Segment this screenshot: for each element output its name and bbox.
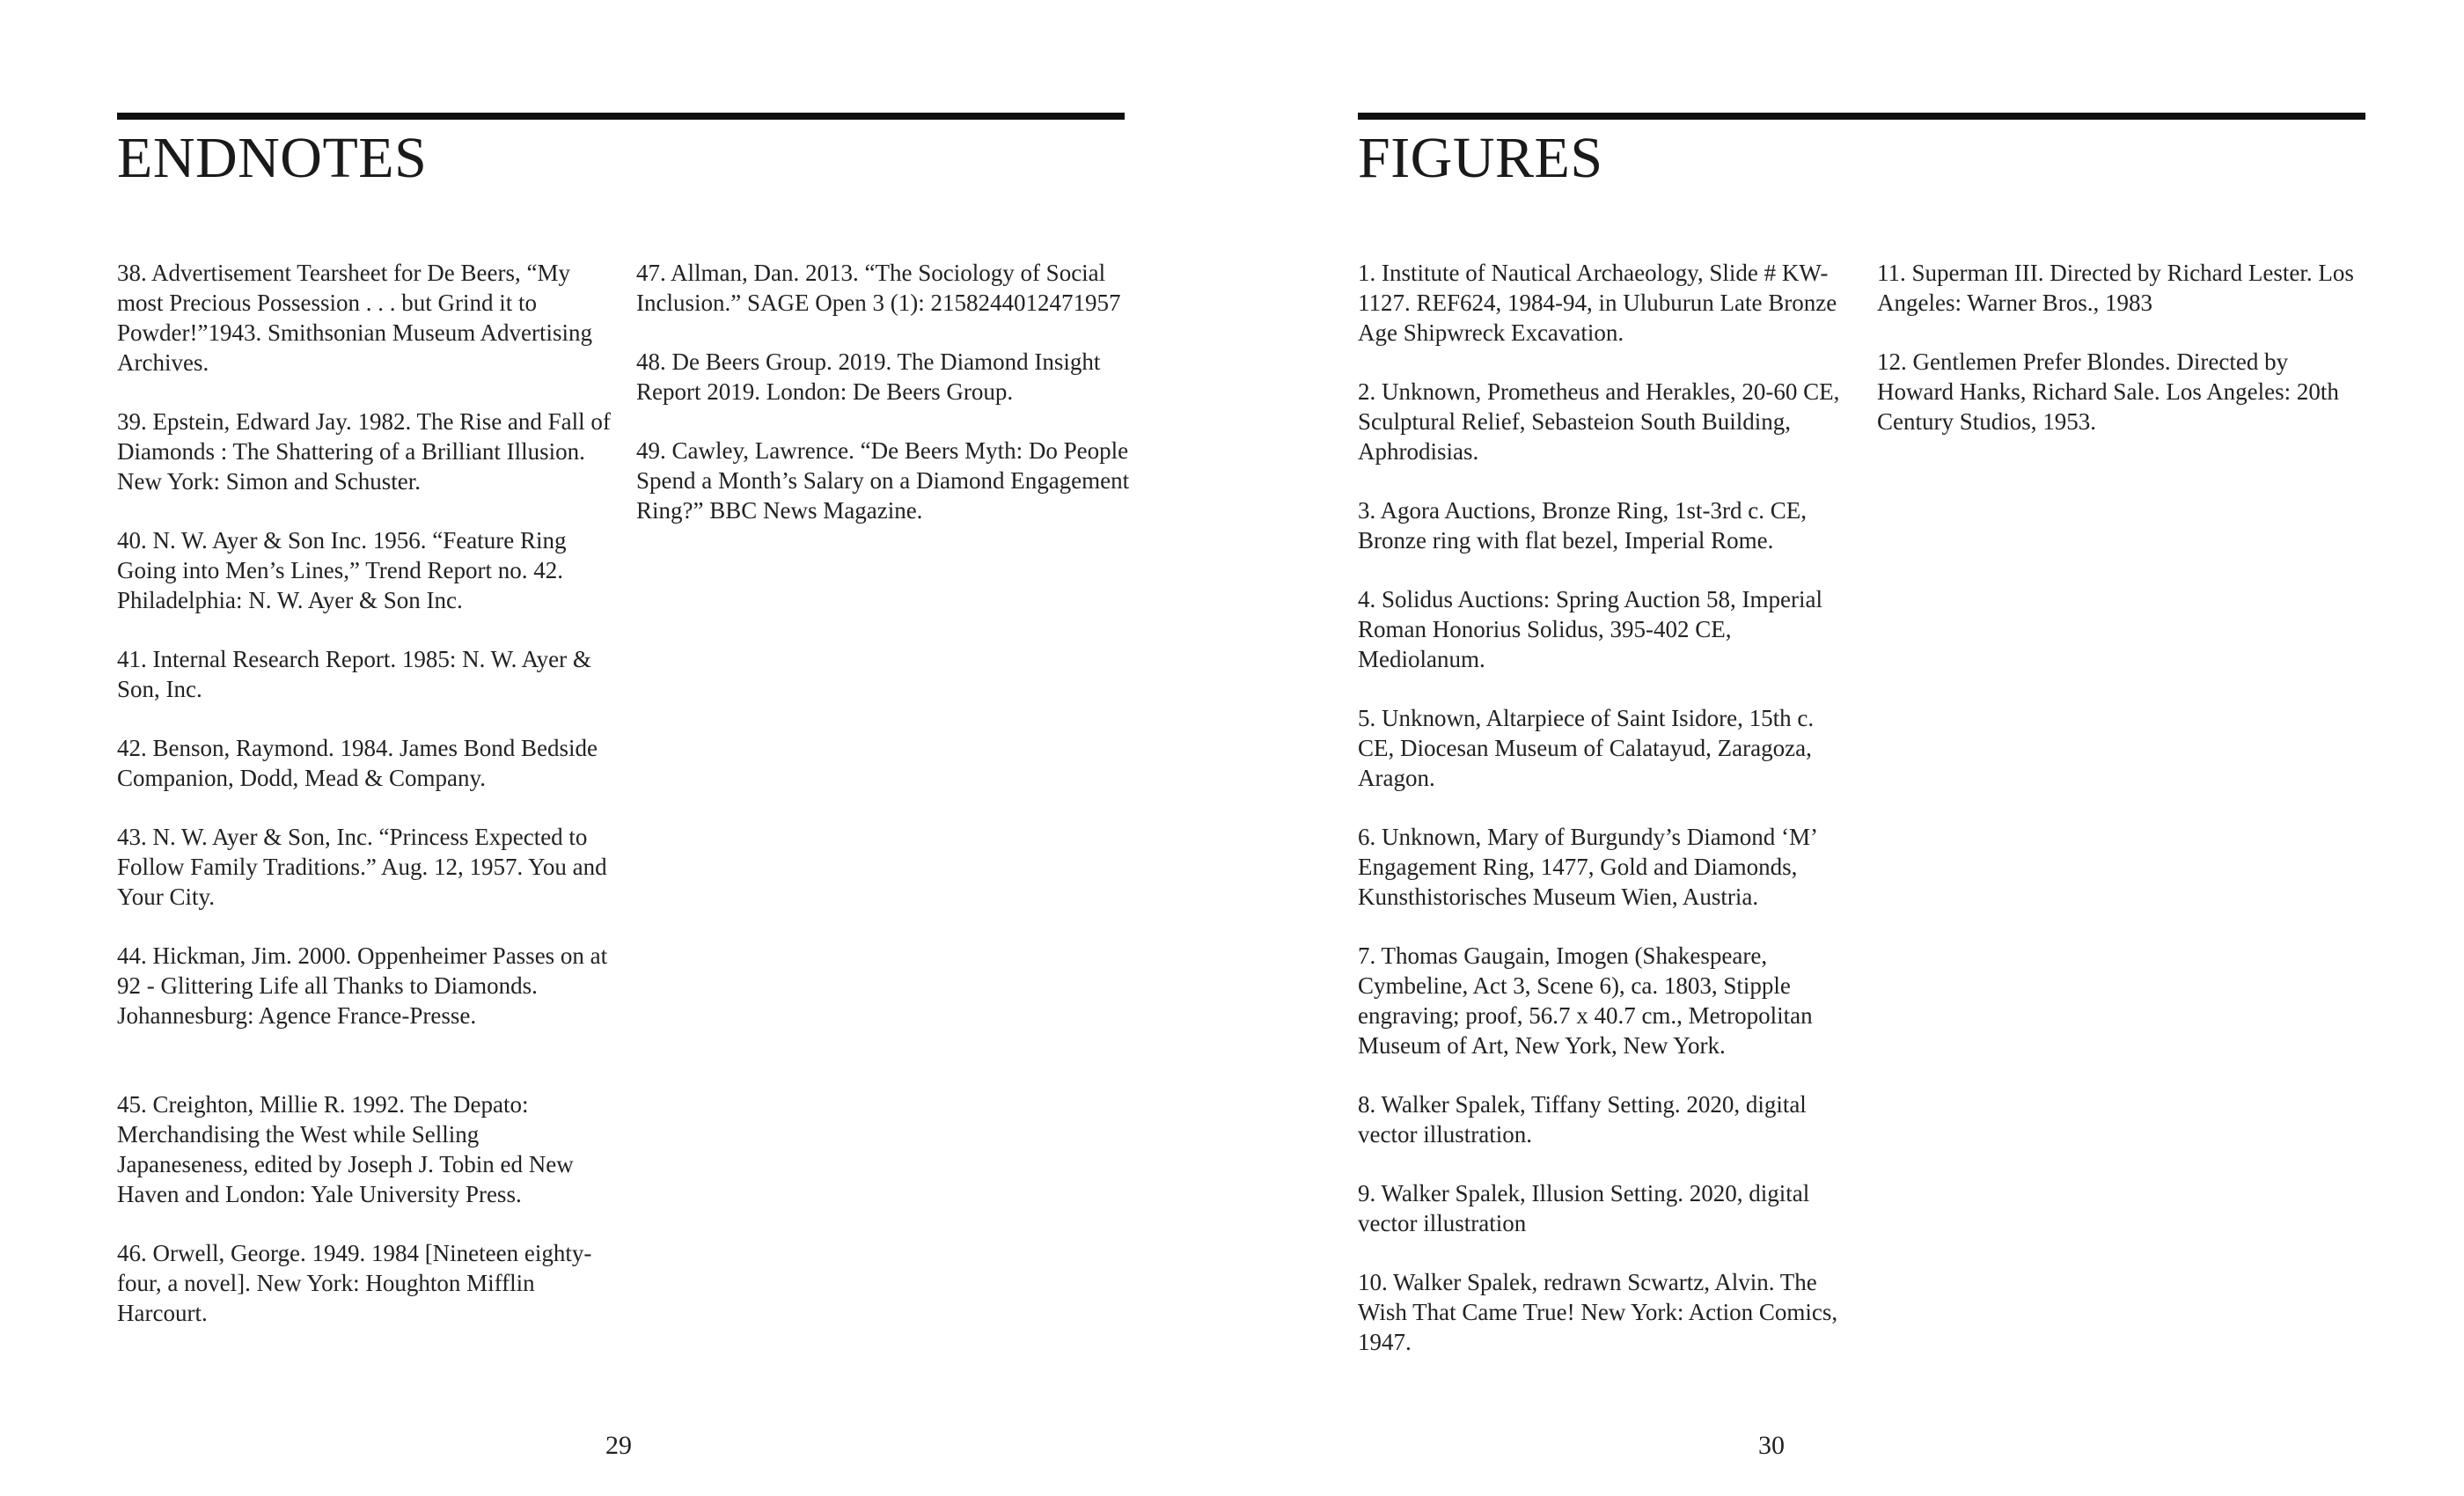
endnote-45: 45. Creighton, Millie R. 1992. The Depato: Merchandising the West while Selling Japaneseness, edited by Joseph J. Tobin ed New Haven and London: Yale University Press. [117, 1091, 574, 1207]
figures-heading: FIGURES [1358, 126, 1603, 190]
endnote-44: 44. Hickman, Jim. 2000. Oppenheimer Passes on at 92 - Glittering Life all Thanks to Diamonds. Johannesburg: Agence France-Presse. [117, 942, 608, 1029]
figure-3: 3. Agora Auctions, Bronze Ring, 1st-3rd c. CE, Bronze ring with flat bezel, Imperial Rome. [1358, 497, 1807, 554]
figures-column-2 [1877, 258, 2370, 466]
endnote-39: 39. Epstein, Edward Jay. 1982. The Rise and Fall of Diamonds : The Shattering of a Brilliant Illusion. New York: Simon and Schuster. [117, 408, 611, 495]
endnote-42: 42. Benson, Raymond. 1984. James Bond Bedside Companion, Dodd, Mead & Company. [117, 735, 598, 791]
figure-1: 1. Institute of Nautical Archaeology, Slide # KW-1127. REF624, 1984-94, in Uluburun Late Bronze Age Shipwreck Excavation. [1358, 260, 1837, 346]
figure-6: 6. Unknown, Mary of Burgundy’s Diamond ‘M’ Engagement Ring, 1477, Gold and Diamonds, Kunsthistorisches Museum Wien, Austria. [1358, 824, 1816, 910]
endnote-41: 41. Internal Research Report. 1985: N. W. Ayer & Son, Inc. [117, 646, 591, 702]
figure-8: 8. Walker Spalek, Tiffany Setting. 2020, digital vector illustration. [1358, 1091, 1807, 1148]
endnote-38: 38. Advertisement Tearsheet for De Beers, “My most Precious Possession . . . but Grind it to Powder!”1943. Smithsonian Museum Advertising Archives. [117, 260, 592, 376]
figure-10: 10. Walker Spalek, redrawn Scwartz, Alvin. The Wish That Came True! New York: Action Comics, 1947. [1358, 1269, 1838, 1355]
endnote-40: 40. N. W. Ayer & Son Inc. 1956. “Feature Ring Going into Men’s Lines,” Trend Report no. 42. Philadelphia: N. W. Ayer & Son Inc. [117, 527, 567, 613]
endnotes-column-1 [117, 258, 614, 1357]
page-number: 29 [605, 1431, 632, 1460]
figure-9: 9. Walker Spalek, Illusion Setting. 2020, digital vector illustration [1358, 1180, 1810, 1236]
figures-column-1 [1358, 258, 1851, 1386]
figure-12: 12. Gentlemen Prefer Blondes. Directed by Howard Hanks, Richard Sale. Los Angeles: 20th Century Studios, 1953. [1877, 348, 2339, 435]
endnotes-column-2 [636, 258, 1133, 554]
endnotes-heading: ENDNOTES [117, 126, 428, 190]
heading-rule [117, 113, 1125, 120]
figure-5: 5. Unknown, Altarpiece of Saint Isidore, 15th c. CE, Diocesan Museum of Calatayud, Zaragoza, Aragon. [1358, 705, 1815, 791]
figure-2: 2. Unknown, Prometheus and Herakles, 20-60 CE, Sculptural Relief, Sebasteion South Building, Aphrodisias. [1358, 378, 1840, 465]
endnote-48: 48. De Beers Group. 2019. The Diamond Insight Report 2019. London: De Beers Group. [636, 348, 1101, 405]
figure-11: 11. Superman III. Directed by Richard Lester. Los Angeles: Warner Bros., 1983 [1877, 260, 2354, 316]
heading-rule [1358, 113, 2365, 120]
endnote-43: 43. N. W. Ayer & Son, Inc. “Princess Expected to Follow Family Traditions.” Aug. 12, 1957. You and Your City. [117, 824, 607, 910]
endnote-47: 47. Allman, Dan. 2013. “The Sociology of Social Inclusion.” SAGE Open 3 (1): 2158244012471957 [636, 260, 1121, 316]
figure-4: 4. Solidus Auctions: Spring Auction 58, Imperial Roman Honorius Solidus, 395-402 CE, Mediolanum. [1358, 586, 1822, 672]
endnote-46: 46. Orwell, George. 1949. 1984 [Nineteen eighty-four, a novel]. New York: Houghton Mifflin Harcourt. [117, 1240, 592, 1326]
right-page [1232, 0, 2464, 1496]
endnote-49: 49. Cawley, Lawrence. “De Beers Myth: Do People Spend a Month’s Salary on a Diamond Engagement Ring?” BBC News Magazine. [636, 437, 1130, 524]
page-number: 30 [1758, 1431, 1785, 1460]
figure-7: 7. Thomas Gaugain, Imogen (Shakespeare, Cymbeline, Act 3, Scene 6), ca. 1803, Stipple engraving; proof, 56.7 x 40.7 cm., Metropolitan Museum of Art, New York, New York. [1358, 942, 1813, 1059]
